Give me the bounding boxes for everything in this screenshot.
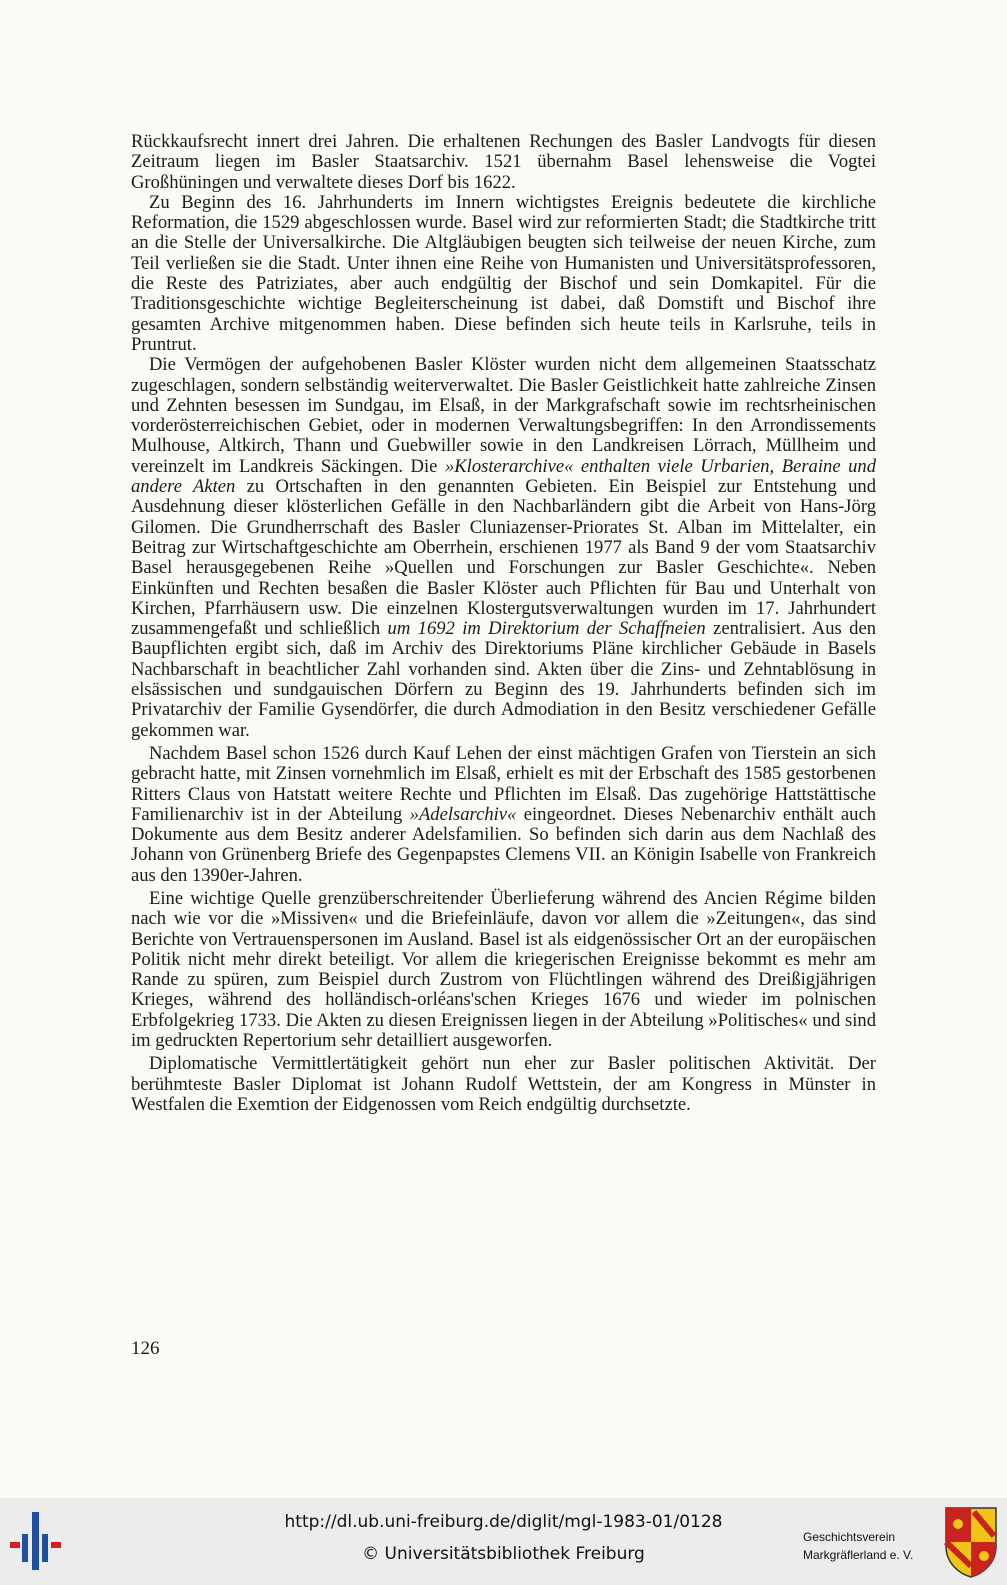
body-paragraph [131,132,876,193]
paragraph-text: Nachdem Basel schon 1526 durch Kauf Lehen der einst mächtigen Grafen von Tierstein an sich gebracht hatte, mit Zinsen vornehmlich im Elsaß, erhielt es mit der Erbschaft des 1585 gestorbenen Ritters Claus von Hatstatt weitere Rechte und Pflichten im Elsaß. Das zugehörige Hattstättische Familienarchiv ist in der Abteilung [131,742,876,825]
body-paragraph [131,744,876,886]
paragraph-text: Die Vermögen der aufgehobenen Basler Klöster wurden nicht dem allgemeinen Staatsschatz zugeschlagen, sondern selbständig weiterverwaltet. Die Basler Geistlichkeit hatte zahlreiche Zinsen und Zehnten besessen im Sundgau, im Elsaß, in der Markgrafschaft sowie im rechtsrheinischen vorderösterreichischen Gebiet, oder in modernen Verwaltungsbegriffen: In den Arrondissements Mulhouse, Altkirch, Thann und Guebwiller sowie in den Landkreisen Lörrach, Müllheim und vereinzelt im Landkreis Säckingen. Die [131,354,876,477]
paragraph-text: Zu Beginn des 16. Jahrhunderts im Innern wichtigstes Ereignis bedeutete die kirchliche Reformation, die 1529 abgeschlossen wurde. Basel wird zur reformierten Stadt; die Stadtkirche tritt an die Stelle der Universalkirche. Die Altgläubigen beugten sich teilweise der neuen Kirche, zum Teil verließen sie die Stadt. Unter ihnen eine Reihe von Humanisten und Universitätsprofessoren, die Reste des Patriziates, aber auch endgültig der Bischof und sein Domkapitel. Für die Traditionsgeschichte wichtige Begleiterscheinung ist dabei, daß Domstift und Bischof ihre gesamten Archive mitgenommen haben. Diese befinden sich heute teils in Karlsruhe, teils in Pruntrut. [131,191,876,355]
emphasized-text: um 1692 im Direktorium der Schaffneien [387,618,706,640]
body-paragraph [131,193,876,355]
paragraph-text: eingeordnet. Dieses Nebenarchiv enthält auch Dokumente aus dem Besitz anderer Adelsfamilien. So befinden sich darin aus dem Nachlaß des Johann von Grünenberg Briefe des Gegenpapstes Clemens VII. an Königin Isabelle von Frankreich aus den 1390er-Jahren. [131,803,876,886]
paragraph-text: zentralisiert. Aus den Baupflichten ergibt sich, daß im Archiv des Direktoriums Pläne kirchlicher Gebäude in Basels Nachbarschaft in beachtlicher Zahl vorhanden sind. Akten über die Zins- und Zehntablösung in elsässischen und sundgauischen Dörfern zu Beginn des 19. Jahrhunderts befinden sich im Privatarchiv der Familie Gysendörfer, die durch Admodiation in den Besitz verschiedener Gefälle gekommen war. [131,618,876,741]
paragraph-text: Diplomatische Vermittlertätigkeit gehört nun eher zur Basler politischen Aktivität. Der berühmteste Basler Diplomat ist Johann Rudolf Wettstein, der am Kongress in Münster in Westfalen die Exemtion der Eidgenossen vom Reich endgültig durchsetzte. [131,1053,876,1115]
paragraph-text: Eine wichtige Quelle grenzüberschreitender Überlieferung während des Ancien Régime bilden nach wie vor die »Missiven« und die Briefeinläufe, davon vor allem die »Zeitungen«, das sind Berichte von Vertrauenspersonen im Ausland. Basel ist als eidgenössischer Ort an der europäischen Politik nicht mehr direkt beteiligt. Vor allem die kriegerischen Ereignisse bekommt es mehr am Rande zu spüren, zum Beispiel durch Zustrom von Flüchtlingen während des Dreißigjährigen Krieges, während des holländisch-orléans'schen Krieges 1676 und wieder im polnischen Erbfolgekrieg 1733. Die Akten zu diesen Ereignissen liegen in der Abteilung »Politisches« und sind im gedruckten Repertorium sehr detailliert ausgeworfen. [131,887,876,1052]
body-paragraph [131,1054,876,1115]
body-paragraph [131,355,876,741]
footer-bar [0,1498,1007,1585]
emphasized-text: »Adelsarchiv« [409,803,517,825]
page-body [131,132,876,1115]
emphasized-text: »Klosterarchive« enthalten viele Urbarien, Beraine und andere Akten [131,455,877,498]
footer-url-link[interactable]: http://dl.ub.uni-freiburg.de/diglit/mgl-1983-01/0128 [284,1512,723,1532]
association-line-1: Geschichtsverein [803,1530,896,1544]
footer-copyright: © Universitätsbibliothek Freiburg [362,1544,645,1564]
association-line-2: Markgräflerland e. V. [803,1548,914,1562]
body-paragraph [131,889,876,1051]
page-number: 126 [131,1338,160,1359]
paragraph-text: Rückkaufsrecht innert drei Jahren. Die erhaltenen Rechungen des Basler Landvogts für diesen Zeitraum liegen im Basler Staatsarchiv. 1521 übernahm Basel lehensweise die Vogtei Großhüningen und verwaltete dieses Dorf bis 1622. [131,131,876,193]
association-crest-icon [944,1506,998,1578]
association-name [803,1528,933,1564]
paragraph-text: zu Ortschaften in den genannten Gebieten. Ein Beispiel zur Entstehung und Ausdehnung dieser klösterlichen Gefälle in den Nachbarländern gibt die Arbeit von Hans-Jörg Gilomen. Die Grundherrschaft des Basler Cluniazenser-Priorates St. Alban im Mittelalter, ein Beitrag zur Wirtschaftgeschichte am Oberrhein, erschienen 1977 als Band 9 der vom Staatsarchiv Basel herausgegebenen Reihe »Quellen und Forschungen zur Basler Geschichte«. Neben Einkünften und Rechten besaßen die Basler Klöster auch Pflichten für Bau und Unterhalt von Kirchen, Pfarrhäusern usw. Die einzelnen Klostergutsverwaltungen wurden im 17. Jahrhundert zusammengefaßt und schließlich [131,476,876,640]
